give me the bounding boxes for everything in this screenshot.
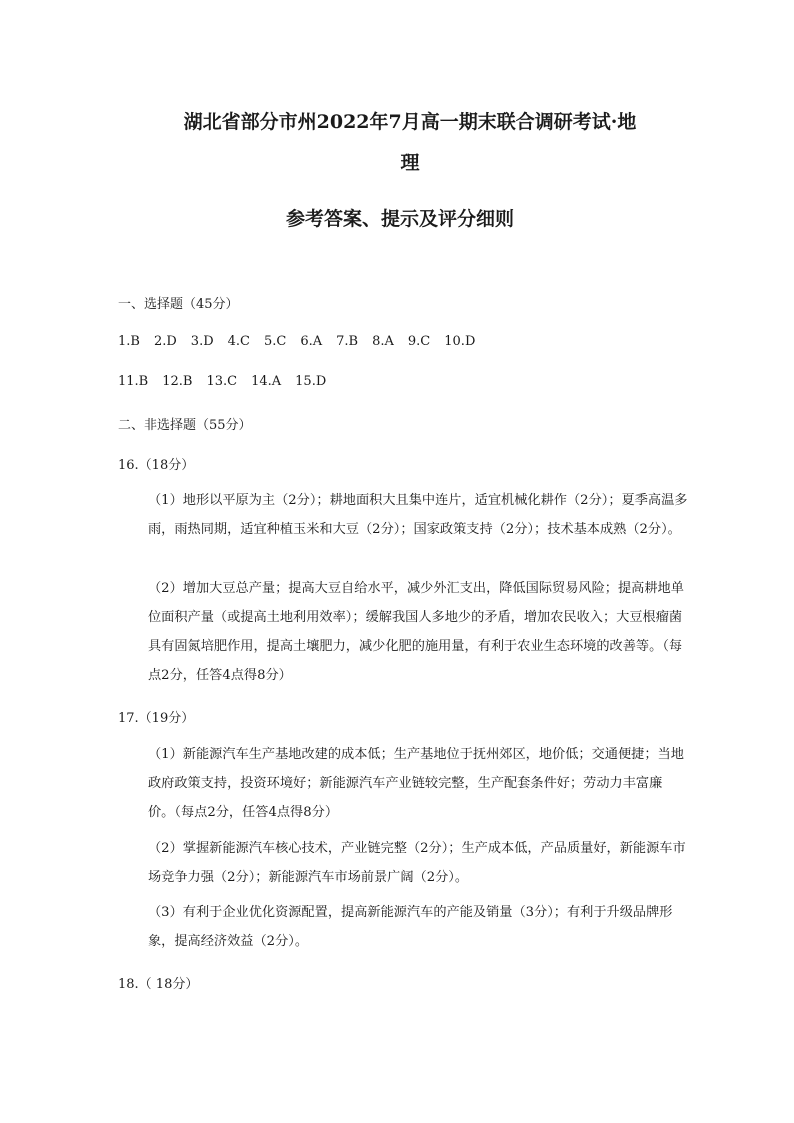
answer-item: 4.C <box>227 334 250 349</box>
answer-item: 11.B <box>118 374 149 389</box>
document-title-line1: 湖北省部分市州2022年7月高一期末联合调研考试·地 <box>183 111 637 133</box>
q17-answer-1: （1）新能源汽车生产基地改建的成本低；生产基地位于抚州郊区，地价低；交通便捷；当地政府政策支持，投资环境好；新能源汽车产业链较完整，生产配套条件好；劳动力丰富廉价。（每点2分，任答4点得8分） <box>148 747 684 820</box>
answer-item: 1.B <box>118 334 140 349</box>
answer-item: 2.D <box>153 334 177 349</box>
q17-answer-3: （3）有利于企业优化资源配置，提高新能源汽车的产能及销量（3分）；有利于升级品牌形象，提高经济效益（2分）。 <box>148 905 673 949</box>
q16-answer-2: （2）增加大豆总产量；提高大豆自给水平，减少外汇支出，降低国际贸易风险；提高耕地单位面积产量（或提高土地利用效率）；缓解我国人多地少的矛盾，增加农民收入；大豆根瘤菌具有固氮培肥作用，提高土壤肥力，减少化肥的施用量，有利于农业生态环境的改善等。（每点2分，任答4点得8分） <box>148 581 684 683</box>
answer-item: 14.A <box>251 374 282 389</box>
q16-answer-1: （1）地形以平原为主（2分）；耕地面积大且集中连片，适宜机械化耕作（2分）；夏季高温多雨，雨热同期，适宜种植玉米和大豆（2分）；国家政策支持（2分）；技术基本成熟（2分）。 <box>148 493 688 537</box>
section1-heading: 一、选择题（45分） <box>118 297 239 312</box>
answer-item: 6.A <box>300 334 323 349</box>
answer-item: 7.B <box>336 334 359 349</box>
answer-item: 8.A <box>372 334 394 349</box>
section2-heading: 二、非选择题（55分） <box>118 418 252 433</box>
answers-row2 <box>118 374 340 389</box>
q17-answer-2: （2）掌握新能源汽车核心技术，产业链完整（2分）；生产成本低，产品质量好，新能源车市场竞争力强（2分）；新能源汽车市场前景广阔（2分）。 <box>148 841 686 885</box>
answers-row1 <box>118 334 489 349</box>
q17-heading: 17.（19分） <box>118 711 195 726</box>
document-title-line2: 理 <box>400 152 420 174</box>
answer-item: 3.D <box>190 334 214 349</box>
answer-item: 13.C <box>206 374 238 389</box>
answer-item: 5.C <box>263 334 287 349</box>
answer-item: 10.D <box>444 334 476 349</box>
answer-item: 12.B <box>162 374 193 389</box>
answer-item: 9.C <box>407 334 431 349</box>
q18-heading: 18.（ 18分） <box>118 977 199 992</box>
q16-heading: 16.（18分） <box>118 458 195 473</box>
answer-item: 15.D <box>295 374 327 389</box>
document-subtitle: 参考答案、提示及评分细则 <box>285 208 514 230</box>
